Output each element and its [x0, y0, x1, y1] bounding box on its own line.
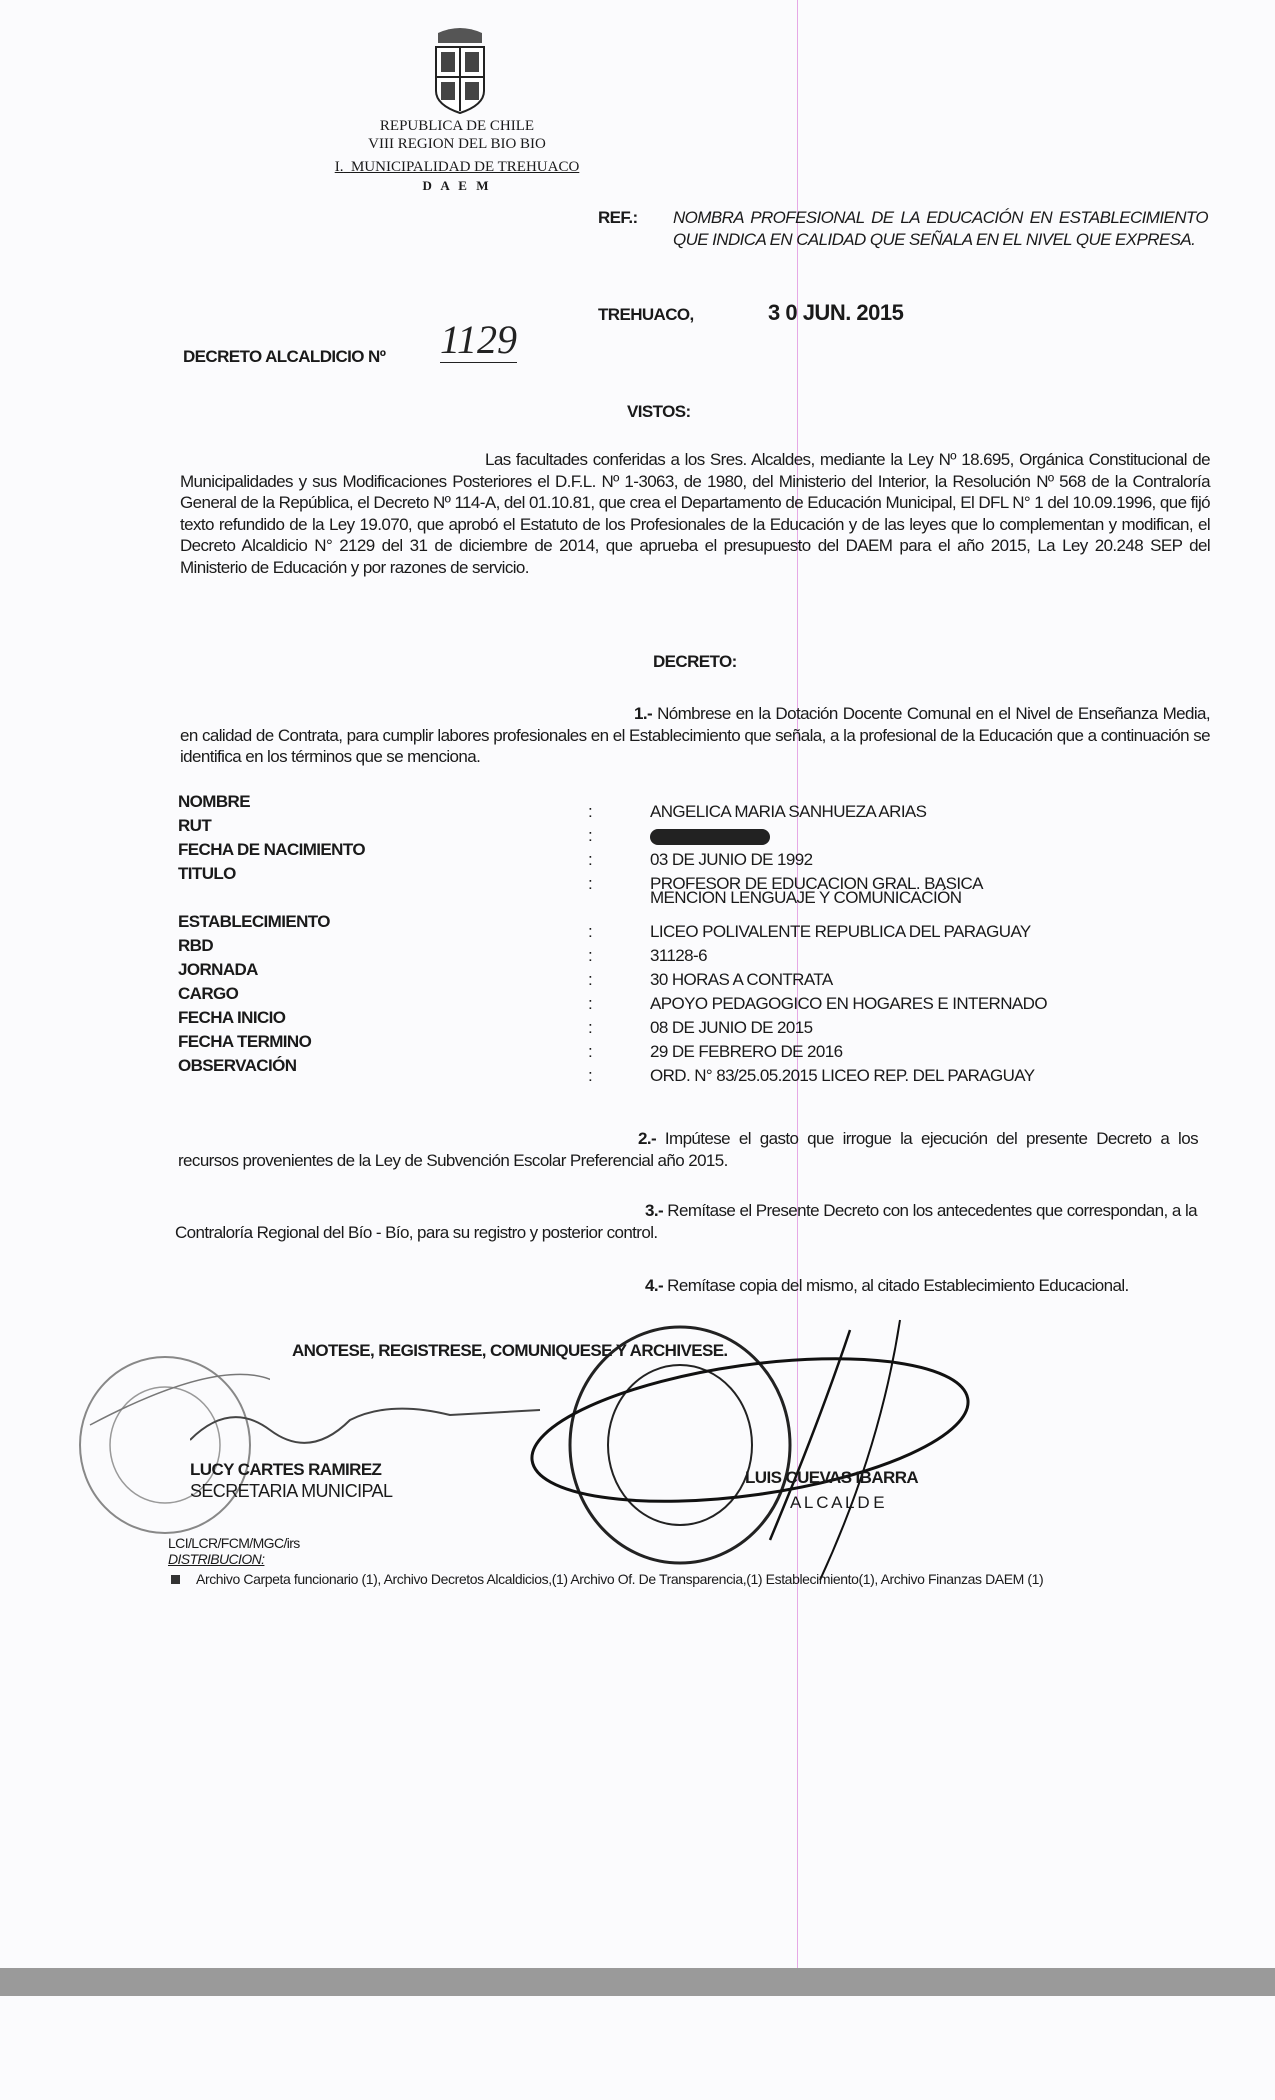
decree-label: DECRETO ALCALDICIO Nº	[183, 347, 386, 366]
field-colon: :	[588, 1066, 593, 1085]
field-row	[178, 792, 1228, 821]
field-label: JORNADA	[178, 960, 258, 979]
field-colon: :	[588, 970, 593, 989]
field-label: TITULO	[178, 864, 236, 883]
field-colon: :	[588, 946, 593, 965]
place-label: TREHUACO,	[598, 305, 694, 324]
header-department: D A E M	[422, 178, 492, 193]
field-row	[178, 936, 1228, 965]
ref-label: REF.:	[598, 208, 638, 227]
secretary-name: LUCY CARTES RAMIREZ	[190, 1460, 382, 1479]
header-municipality	[307, 159, 607, 176]
header-municipality-name: MUNICIPALIDAD DE TREHUACO	[350, 159, 580, 175]
field-colon: :	[588, 922, 593, 941]
secretary-title: SECRETARIA MUNICIPAL	[190, 1481, 393, 1501]
distribution-title: DISTRIBUCION:	[168, 1551, 265, 1567]
field-colon: :	[588, 850, 593, 869]
field-row	[178, 1056, 1228, 1085]
mayor-stamp-and-signature	[520, 1300, 1000, 1590]
field-label: FECHA TERMINO	[178, 1032, 312, 1051]
item-text: Impútese el gasto que irrogue la ejecución del presente Decreto a los recursos provenientes de la Ley de Subvención Escolar Preferencial año 2015.	[178, 1129, 1198, 1170]
field-colon: :	[588, 1042, 593, 1061]
field-label: FECHA DE NACIMIENTO	[178, 840, 365, 859]
field-value: 03 DE JUNIO DE 1992	[650, 850, 813, 869]
item-text: Nómbrese en la Dotación Docente Comunal en el Nivel de Enseñanza Media, en calidad de Contrata, para cumplir labores profesionales en el Establecimiento que señala, a la profesional de la Educación que a continuación se identifica en los términos que se menciona.	[180, 704, 1211, 766]
field-row	[178, 960, 1228, 989]
field-value: APOYO PEDAGOGICO EN HOGARES E INTERNADO	[650, 994, 1047, 1013]
field-value: MENCION LENGUAJE Y COMUNICACIÓN	[650, 888, 962, 907]
field-label: RUT	[178, 816, 212, 835]
decreto-title: DECRETO:	[653, 652, 737, 671]
scan-edge-band	[0, 1968, 1275, 1996]
item-3	[175, 1200, 1197, 1243]
field-label: FECHA INICIO	[178, 1008, 286, 1027]
field-colon: :	[588, 802, 593, 821]
header-region: VIII REGION DEL BIO BIO	[368, 136, 546, 152]
header-country: REPUBLICA DE CHILE	[379, 118, 535, 134]
field-colon: :	[588, 874, 593, 893]
item-number: 3.-	[645, 1201, 664, 1220]
field-row	[178, 888, 1228, 912]
field-value: ANGELICA MARIA SANHUEZA ARIAS	[650, 802, 927, 821]
mayor-title: A L C A L D E	[790, 1493, 884, 1512]
decree-number-handwritten: 1129	[440, 317, 518, 362]
item-number: 4.-	[645, 1276, 664, 1295]
secretary-signature	[190, 1380, 550, 1460]
field-row	[178, 840, 1228, 869]
field-label: NOMBRE	[178, 792, 250, 811]
ref-text: NOMBRA PROFESIONAL DE LA EDUCACIÓN EN ESTABLECIMIENTO QUE INDICA EN CALIDAD QUE SEÑALA EN EL NIVEL QUE EXPRESA.	[673, 208, 1208, 249]
date-stamp: 3 0 JUN. 2015	[768, 300, 904, 325]
field-row	[178, 912, 1228, 941]
field-value: 08 DE JUNIO DE 2015	[650, 1018, 813, 1037]
field-value: LICEO POLIVALENTE REPUBLICA DEL PARAGUAY	[650, 922, 1031, 941]
header-prefix: I.	[334, 159, 344, 175]
field-label: RBD	[178, 936, 214, 955]
field-row	[178, 1008, 1228, 1037]
item-number: 1.-	[634, 704, 653, 723]
field-row	[178, 984, 1228, 1013]
distribution-list: Archivo Carpeta funcionario (1), Archivo Decretos Alcaldicios,(1) Archivo Of. De Transparencia,(1) Establecimiento(1), Archivo Finanzas DAEM (1)	[196, 1571, 1044, 1587]
initials: LCI/LCR/FCM/MGC/irs	[168, 1535, 300, 1551]
field-colon: :	[588, 826, 593, 845]
item-text: Remítase copia del mismo, al citado Establecimiento Educacional.	[667, 1276, 1129, 1295]
field-label: CARGO	[178, 984, 239, 1003]
field-row	[178, 816, 1228, 845]
item-4	[175, 1275, 1195, 1297]
item-1	[180, 703, 1210, 768]
field-value: PROFESOR DE EDUCACION GRAL. BASICA	[650, 874, 983, 893]
bullet-icon	[171, 1575, 180, 1584]
field-row	[178, 864, 1228, 893]
item-text: Remítase el Presente Decreto con los antecedentes que correspondan, a la Contraloría Regional del Bío - Bío, para su registro y posterior control.	[175, 1201, 1197, 1242]
item-number: 2.-	[638, 1129, 657, 1148]
field-label: OBSERVACIÓN	[178, 1056, 297, 1075]
field-value: ORD. N° 83/25.05.2015 LICEO REP. DEL PARAGUAY	[650, 1066, 1035, 1085]
field-value: 30 HORAS A CONTRATA	[650, 970, 833, 989]
field-colon: :	[588, 994, 593, 1013]
vistos-title: VISTOS:	[627, 402, 691, 421]
closing-formula: ANOTESE, REGISTRESE, COMUNIQUESE Y ARCHIVESE.	[292, 1341, 728, 1360]
vistos-paragraph: Las facultades conferidas a los Sres. Alcaldes, mediante la Ley Nº 18.695, Orgánica Constitucional de Municipalidades y sus Modificaciones Posteriores el D.F.L. Nº 1-3063, de 1980, del Ministerio del Interior, la Resolución Nº 568 de la Contraloría General de la República, el Decreto Nº 114-A, del 01.10.81, que crea el Departamento de Educación Municipal, El DFL N° 1 del 10.09.1996, que fijó texto refundido de la Ley 19.070, que aprobó el Estatuto de los Profesionales de la Educación y de las leyes que lo complementan y modifican, el Decreto Alcaldicio N° 2129 del 31 de diciembre de 2014, que aprueba el presupuesto del DAEM para el año 2015, La Ley 20.248 SEP del Ministerio de Educación y por razones de servicio.	[180, 450, 1210, 577]
field-label: ESTABLECIMIENTO	[178, 912, 330, 931]
mayor-name: LUIS CUEVAS IBARRA	[745, 1468, 919, 1487]
item-2	[178, 1128, 1198, 1171]
field-row	[178, 1032, 1228, 1061]
field-value: 29 DE FEBRERO DE 2016	[650, 1042, 843, 1061]
field-value: 31128-6	[650, 946, 707, 965]
municipal-coat-of-arms-logo	[428, 25, 492, 115]
field-colon: :	[588, 1018, 593, 1037]
